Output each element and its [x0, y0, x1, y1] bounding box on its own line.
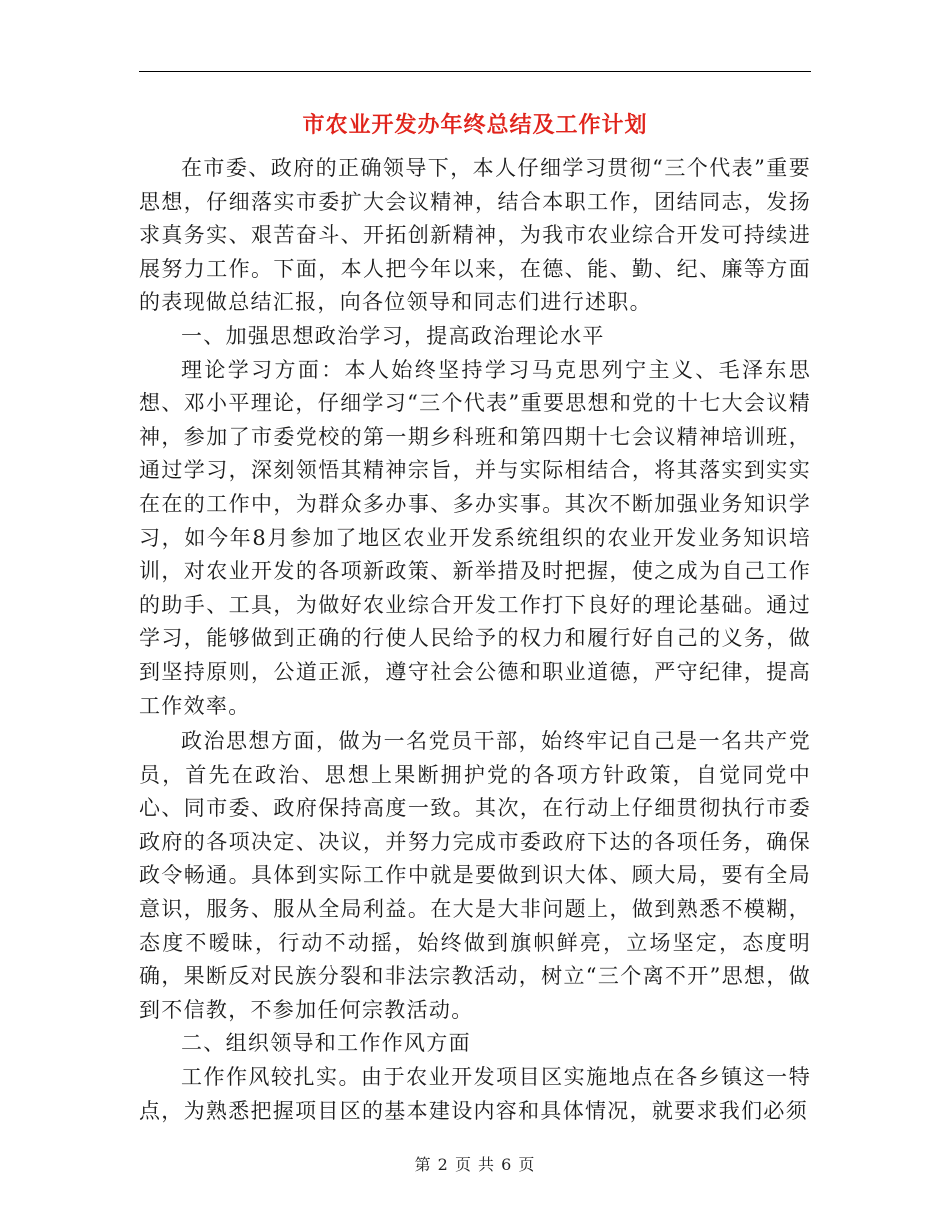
paragraph-intro: 在市委、政府的正确领导下，本人仔细学习贯彻“三个代表”重要思想，仔细落实市委扩大会议精神，结合本职工作，团结同志，发扬求真务实、艰苦奋斗、开拓创新精神，为我市农业综合开发可持续进展努力工作。下面，本人把今年以来，在德、能、勤、纪、廉等方面的表现做总结汇报，向各位领导和同志们进行述职。 [139, 156, 811, 315]
header-rule [139, 71, 811, 72]
paragraph-work-style: 工作作风较扎实。由于农业开发项目区实施地点在各乡镇这一特点，为熟悉把握项目区的基本建设内容和具体情况，就要求我们必须 [139, 1065, 811, 1123]
section-heading-2: 二、组织领导和工作作风方面 [181, 1031, 471, 1056]
section-heading-1: 一、加强思想政治学习，提高政治理论水平 [181, 323, 605, 348]
document-title: 市农业开发办年终总结及工作计划 [302, 113, 648, 138]
document-body [139, 152, 811, 1128]
paragraph-political-thought: 政治思想方面，做为一名党员干部，始终牢记自己是一名共产党员，首先在政治、思想上果断拥护党的各项方针政策，自觉同党中心、同市委、政府保持高度一致。其次，在行动上仔细贯彻执行市委政府的各项决定、决议，并努力完成市委政府下达的各项任务，确保政令畅通。具体到实际工作中就是要做到识大体、顾大局，要有全局意识，服务、服从全局利益。在大是大非问题上，做到熟悉不模糊，态度不暧昧，行动不动摇，始终做到旗帜鲜亮，立场坚定，态度明确，果断反对民族分裂和非法宗教活动，树立“三个离不开”思想，做到不信教，不参加任何宗教活动。 [139, 729, 811, 1022]
page-number: 第 2 页 共 6 页 [414, 1155, 536, 1174]
paragraph-theory-study: 理论学习方面：本人始终坚持学习马克思列宁主义、毛泽东思想、邓小平理论，仔细学习“三个代表”重要思想和党的十七大会议精神，参加了市委党校的第一期乡科班和第四期十七会议精神培训班，通过学习，深刻领悟其精神宗旨，并与实际相结合，将其落实到实实在在的工作中，为群众多办事、多办实事。其次不断加强业务知识学习，如今年8月参加了地区农业开发系统组织的农业开发业务知识培训，对农业开发的各项新政策、新举措及时把握，使之成为自己工作的助手、工具，为做好农业综合开发工作打下良好的理论基础。通过学习，能够做到正确的行使人民给予的权力和履行好自己的义务，做到坚持原则，公道正派，遵守社会公德和职业道德，严守纪律，提高工作效率。 [139, 357, 811, 718]
